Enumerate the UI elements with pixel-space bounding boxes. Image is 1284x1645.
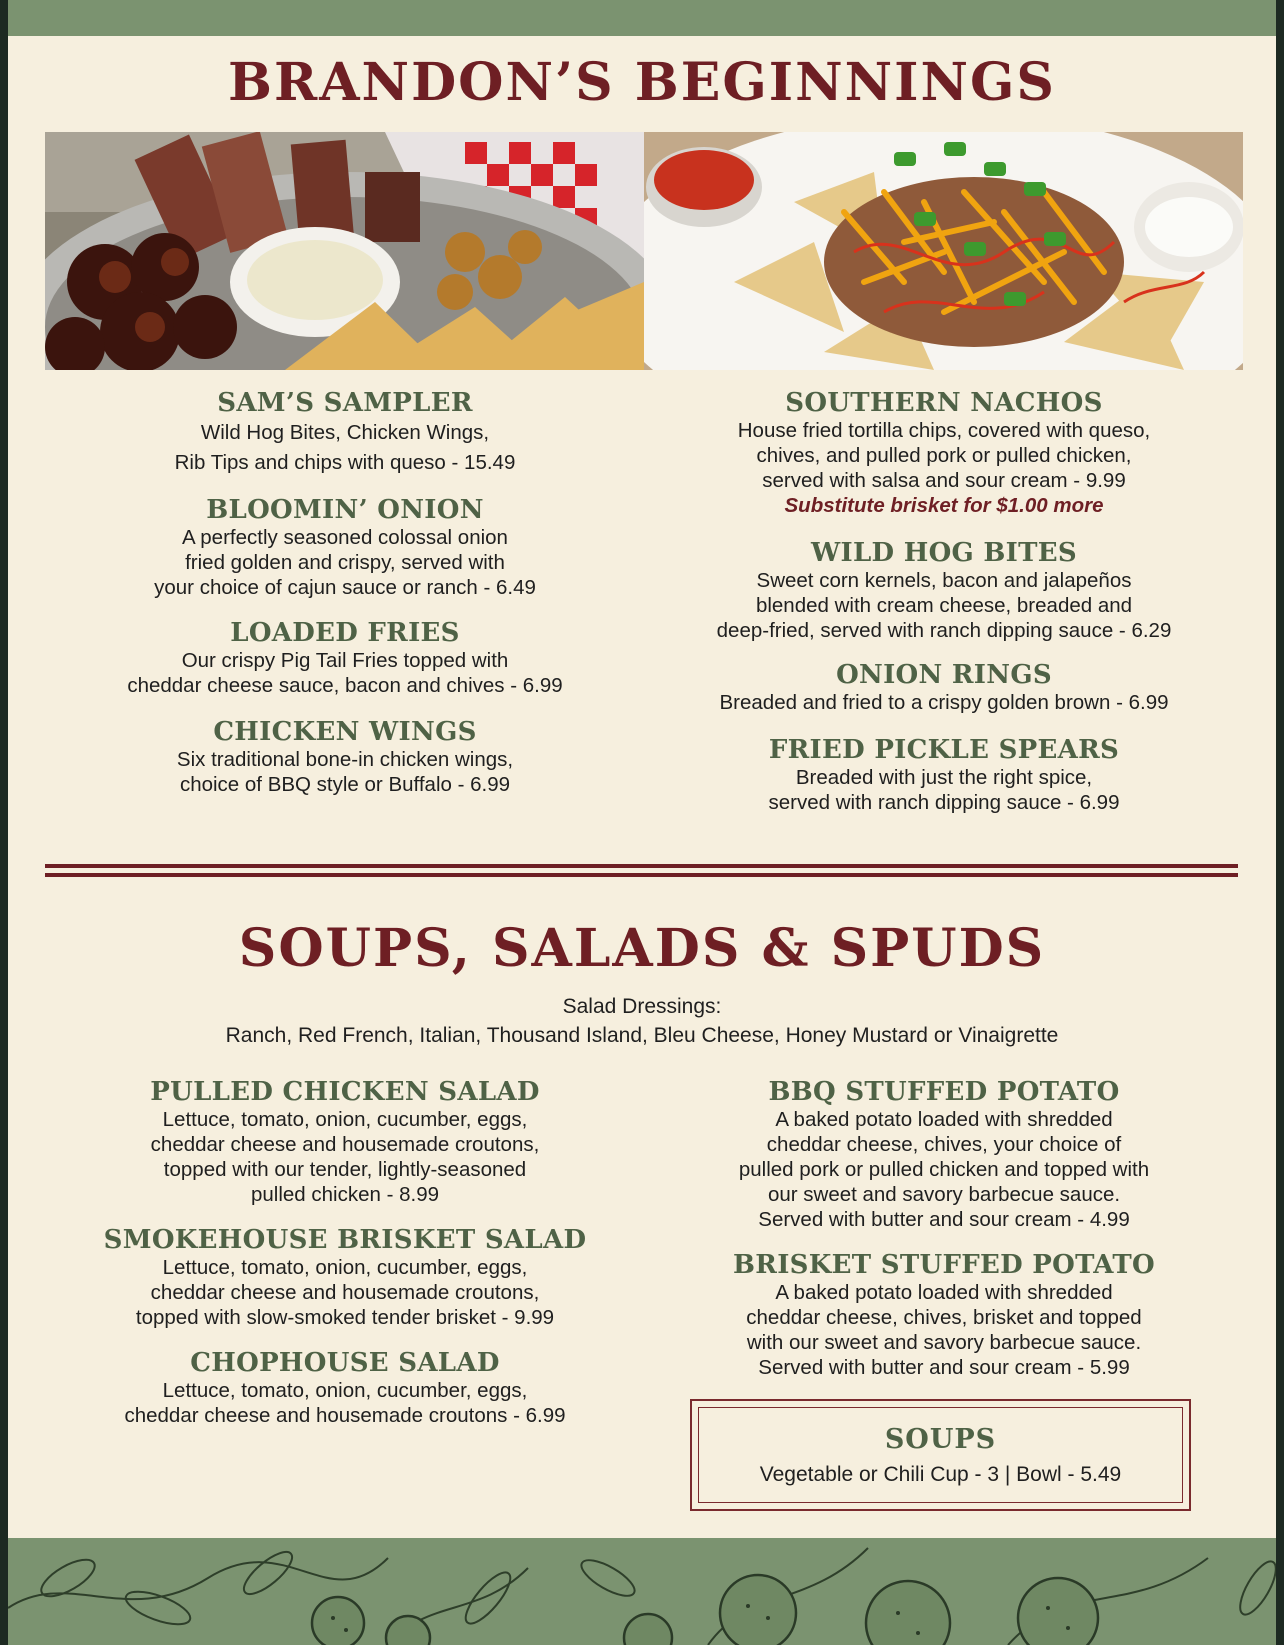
item-name: PULLED CHICKEN SALAD	[150, 1077, 540, 1107]
item-description: House fried tortilla chips, covered with queso, chives, and pulled pork or pulled chicken, served with salsa and sour cream - 9.99	[737, 419, 1151, 492]
menu-item-southern-nachos	[644, 388, 1244, 518]
item-name: BBQ STUFFED POTATO	[768, 1077, 1120, 1107]
menu-item-chicken-wings	[45, 717, 645, 797]
item-description: A baked potato loaded with shredded cheddar cheese, chives, your choice of pulled pork or pulled chicken and topped with our sweet and savory barbecue sauce. Served with butter and sour cream - 4.99	[738, 1108, 1150, 1231]
item-name: SOUTHERN NACHOS	[785, 388, 1103, 418]
item-name: SMOKEHOUSE BRISKET SALAD	[103, 1225, 587, 1255]
item-name: LOADED FRIES	[230, 618, 460, 648]
menu-item-fried-pickle-spears	[644, 735, 1244, 815]
item-description: A baked potato loaded with shredded cheddar cheese, chives, brisket and topped with our sweet and savory barbecue sauce. Served with butter and sour cream - 5.99	[746, 1281, 1142, 1379]
item-description: Six traditional bone-in chicken wings, choice of BBQ style or Buffalo - 6.99	[176, 748, 514, 796]
menu-item-loaded-fries	[45, 618, 645, 698]
menu-item-chophouse-salad	[45, 1348, 645, 1428]
section-divider-top-line	[45, 864, 1238, 868]
soups-box-inner	[698, 1407, 1183, 1503]
section-divider-bottom-line	[45, 873, 1238, 877]
item-name: CHICKEN WINGS	[213, 717, 477, 747]
soups-prices: Vegetable or Chili Cup - 3 | Bowl - 5.49	[759, 1463, 1122, 1486]
item-note: Substitute brisket for $1.00 more	[784, 494, 1104, 517]
botanical-footer-band	[8, 1538, 1276, 1645]
item-name: ONION RINGS	[836, 660, 1052, 690]
item-name: WILD HOG BITES	[811, 538, 1077, 568]
item-description: Our crispy Pig Tail Fries topped with cheddar cheese sauce, bacon and chives - 6.99	[127, 649, 563, 697]
menu-page	[8, 0, 1276, 1645]
soups-salads-title: SOUPS, SALADS & SPUDS	[238, 918, 1046, 979]
soups-box	[690, 1399, 1191, 1511]
dressings-list: Ranch, Red French, Italian, Thousand Island, Bleu Cheese, Honey Mustard or Vinaigrette	[225, 1024, 1059, 1047]
item-name: BLOOMIN’ ONION	[206, 495, 484, 525]
botanical-illustration	[8, 1538, 1276, 1645]
menu-item-bloomin-onion	[45, 495, 645, 600]
menu-item-bbq-stuffed-potato	[644, 1077, 1244, 1232]
item-name: SAM’S SAMPLER	[217, 388, 473, 418]
menu-item-pulled-chicken-salad	[45, 1077, 645, 1207]
beginnings-title: BRANDON’S BEGINNINGS	[228, 52, 1056, 113]
menu-item-smokehouse-brisket-salad	[45, 1225, 645, 1330]
menu-item-brisket-stuffed-potato	[644, 1250, 1244, 1380]
nachos-photo	[644, 132, 1243, 370]
menu-item-sams-sampler	[45, 388, 645, 478]
sampler-photo	[45, 132, 644, 370]
item-description: Lettuce, tomato, onion, cucumber, eggs, cheddar cheese and housemade croutons - 6.99	[124, 1379, 566, 1427]
item-description: Lettuce, tomato, onion, cucumber, eggs, cheddar cheese and housemade croutons, topped with slow-smoked tender brisket - 9.99	[135, 1256, 555, 1329]
menu-item-onion-rings	[644, 660, 1244, 715]
item-description: Sweet corn kernels, bacon and jalapeños blended with cream cheese, breaded and deep-fried, served with ranch dipping sauce - 6.29	[716, 569, 1172, 642]
item-description: Breaded with just the right spice, served with ranch dipping sauce - 6.99	[768, 766, 1120, 814]
item-name: BRISKET STUFFED POTATO	[733, 1250, 1155, 1280]
item-description: A perfectly seasoned colossal onion fried golden and crispy, served with your choice of cajun sauce or ranch - 6.49	[154, 526, 536, 599]
top-band	[8, 0, 1276, 36]
soups-title: SOUPS	[884, 1424, 997, 1455]
item-name: FRIED PICKLE SPEARS	[768, 735, 1120, 765]
dressings-label: Salad Dressings:	[562, 995, 722, 1018]
item-description: Lettuce, tomato, onion, cucumber, eggs, cheddar cheese and housemade croutons, topped with our tender, lightly-seasoned pulled chicken - 8.99	[150, 1108, 540, 1206]
item-name: CHOPHOUSE SALAD	[190, 1348, 500, 1378]
menu-item-wild-hog-bites	[644, 538, 1244, 643]
item-description: Wild Hog Bites, Chicken Wings, Rib Tips and chips with queso - 15.49	[174, 421, 516, 474]
item-description: Breaded and fried to a crispy golden brown - 6.99	[719, 691, 1169, 714]
